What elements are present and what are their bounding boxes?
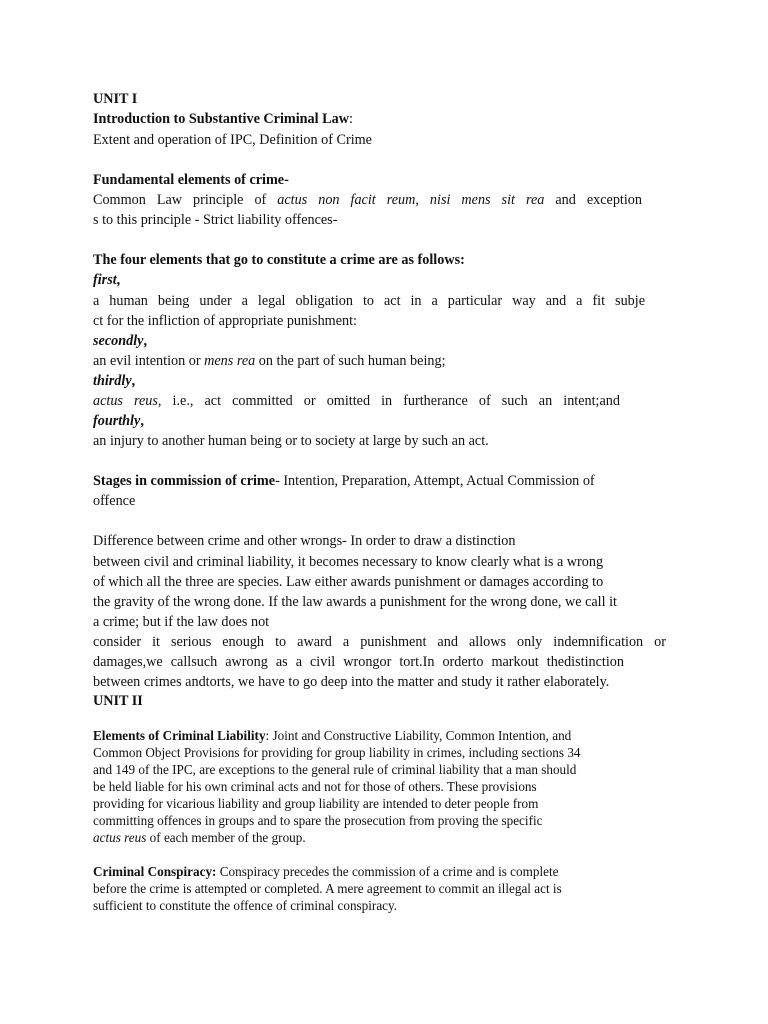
difference-line-3: of which all the three are species. Law either awards punishment or damages according to (93, 574, 604, 590)
first-line-2: ct for the infliction of appropriate punishment: (93, 313, 357, 329)
difference-line-1: Difference between crime and other wrongs- In order to draw a distinction (93, 533, 516, 549)
third-label: thirdly (93, 373, 132, 389)
conspiracy-line-2: before the crime is attempted or completed. A mere agreement to commit an illegal act is (93, 881, 562, 896)
conspiracy-title: Criminal Conspiracy: (93, 864, 217, 879)
fundamental-text-b: and exception (544, 192, 642, 208)
second-text-a: an evil intention or (93, 353, 205, 369)
elements-line-6: committing offences in groups and to spare the prosecution from proving the specific (93, 813, 543, 828)
third-text: , i.e., act committed or omitted in furtherance of such an intent;and (157, 393, 620, 409)
conspiracy-line-3: sufficient to constitute the offence of criminal conspiracy. (93, 898, 398, 913)
elements-text: : Joint and Constructive Liability, Common Intention, and (265, 728, 572, 743)
second-text-line (93, 352, 668, 370)
stages-line-2: offence (93, 493, 136, 509)
stages-line-1 (93, 472, 668, 490)
conspiracy-text: Conspiracy precedes the commission of a crime and is complete (216, 864, 559, 879)
intro-colon: : (348, 111, 353, 127)
fundamental-title: Fundamental elements of crime- (93, 172, 289, 188)
elements-line-4: be held liable for his own criminal acts and not for those of others. These provisions (93, 779, 537, 794)
second-comma: , (143, 333, 147, 349)
intro-line (93, 110, 668, 128)
elements-last-text: of each member of the group. (146, 830, 306, 845)
stages-title: Stages in commission of crime (93, 473, 276, 489)
difference-line-2: between civil and criminal liability, it becomes necessary to know clearly what is a wrong (93, 554, 604, 570)
third-actus-reus: actus reus (93, 393, 158, 409)
fourth-text: an injury to another human being or to society at large by such an act. (93, 433, 489, 449)
fourth-label: fourthly (93, 413, 141, 429)
fundamental-line-1 (93, 191, 642, 209)
elements-line-1 (93, 727, 668, 744)
elements-title: Elements of Criminal Liability (93, 728, 266, 743)
conspiracy-line-1 (93, 863, 668, 880)
intro-title: Introduction to Substantive Criminal Law (93, 111, 349, 127)
first-label-line (93, 271, 668, 289)
second-mens-rea: mens rea (204, 353, 256, 369)
third-text-line (93, 392, 620, 410)
second-label-line (93, 332, 668, 350)
elements-line-7 (93, 829, 668, 846)
difference-line-8: between crimes andtorts, we have to go deep into the matter and study it rather elaborately. (93, 674, 610, 690)
first-label: first (93, 272, 117, 288)
intro-text: Extent and operation of IPC, Definition of Crime (93, 132, 372, 148)
fourth-comma: , (140, 413, 144, 429)
difference-line-6: consider it serious enough to award a punishment and allows only indemnification or (93, 634, 666, 650)
elements-line-3: and 149 of the IPC, are exceptions to the general rule of criminal liability that a man should (93, 762, 577, 777)
four-elements-title: The four elements that go to constitute a crime are as follows: (93, 252, 465, 268)
fundamental-latin: actus non facit reum, nisi mens sit rea (277, 192, 545, 208)
elements-line-5: providing for vicarious liability and group liability are intended to deter people from (93, 796, 539, 811)
fourth-label-line (93, 412, 668, 430)
difference-line-5: a crime; but if the law does not (93, 614, 270, 630)
third-label-line (93, 372, 668, 390)
second-label: secondly (93, 333, 144, 349)
second-text-b: on the part of such human being; (255, 353, 446, 369)
difference-line-7: damages,we callsuch awrong as a civil wrongor tort.In orderto markout thedistinction (93, 654, 624, 670)
stages-text: - Intention, Preparation, Attempt, Actual Commission of (275, 473, 595, 489)
first-comma: , (116, 272, 121, 288)
elements-line-2: Common Object Provisions for providing for group liability in crimes, including sections 34 (93, 745, 581, 760)
third-comma: , (131, 373, 136, 389)
difference-line-4: the gravity of the wrong done. If the law awards a punishment for the wrong done, we call it (93, 594, 617, 610)
fundamental-line-2: s to this principle - Strict liability offences- (93, 212, 338, 228)
unit-1-heading: UNIT I (93, 91, 138, 107)
elements-actus-reus: actus reus (93, 830, 147, 845)
first-line-1: a human being under a legal obligation to act in a particular way and a fit subje (93, 293, 645, 309)
fundamental-text-a: Common Law principle of (93, 192, 278, 208)
unit-2-heading: UNIT II (93, 693, 143, 709)
